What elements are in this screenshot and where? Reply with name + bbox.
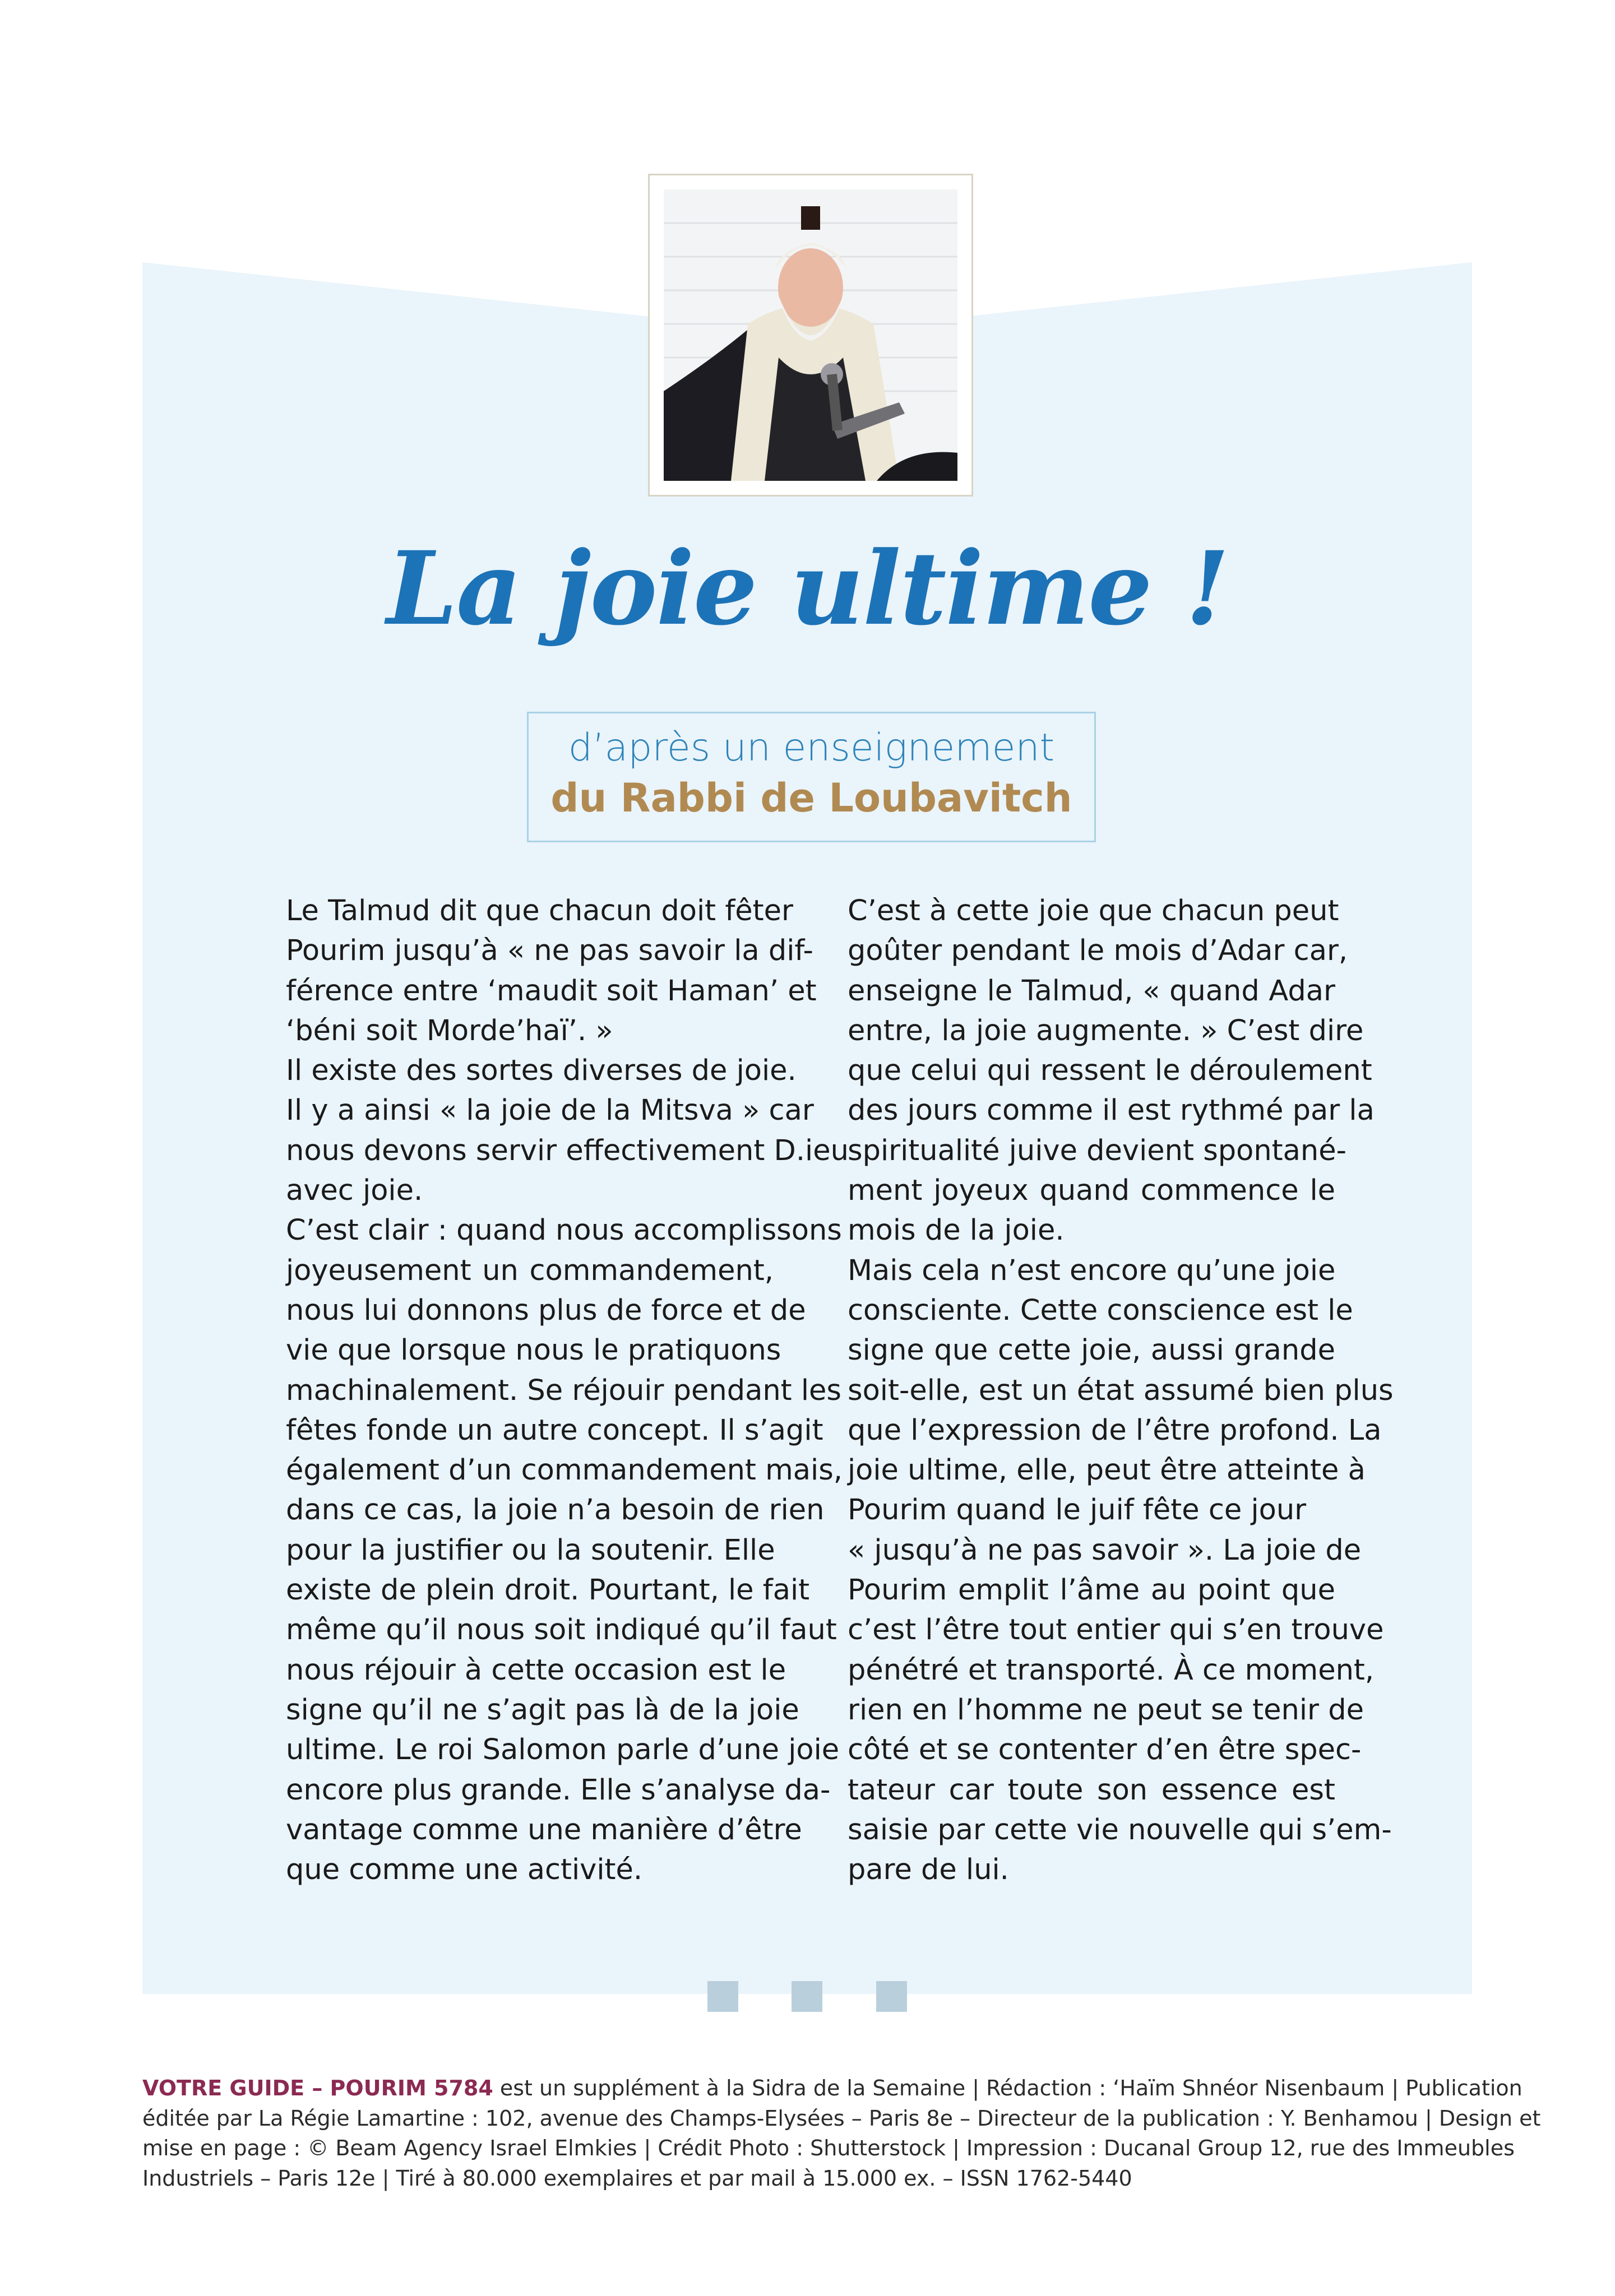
article-line: fêtes fonde un autre concept. Il s’agit [286, 1413, 823, 1447]
article-line: Il existe des sortes diverses de joie. [286, 1054, 797, 1088]
footer-line: éditée par La Régie Lamartine : 102, avenue des Champs-Elysées – Paris 8e – Directeur de la publication : Y. Benhamou | Design et [142, 2105, 1541, 2131]
article-line: vantage comme une manière d’être [286, 1813, 802, 1847]
article-title: La joie ultime ! [386, 530, 1229, 648]
article-line: férence entre ‘maudit soit Haman’ et [286, 974, 817, 1008]
footer-line [142, 2074, 1523, 2104]
decorative-square [792, 1981, 822, 2012]
article-line: Pourim quand le juif fête ce jour [848, 1493, 1307, 1527]
article-line: encore plus grande. Elle s’analyse da- [286, 1773, 831, 1807]
article-line: C’est à cette joie que chacun peut [848, 894, 1339, 927]
portrait-photo [664, 189, 957, 481]
footer-credits [142, 2074, 1541, 2193]
footer-line: Industriels – Paris 12e | Tiré à 80.000 exemplaires et par mail à 15.000 ex. – ISSN 1762-5440 [142, 2165, 1132, 2191]
article-line: rien en l’homme ne peut se tenir de [848, 1693, 1364, 1727]
subtitle-box [527, 712, 1096, 842]
article-line: également d’un commandement mais, [286, 1454, 843, 1487]
article-line: soit-elle, est un état assumé bien plus [848, 1374, 1394, 1407]
subtitle-line1: d’après un enseignement [568, 726, 1055, 770]
article-line: spiritualité juive devient spontané- [848, 1134, 1347, 1167]
photo-frame [648, 174, 973, 497]
article-line: Mais cela n’est encore qu’une joie [848, 1254, 1336, 1287]
article-line: côté et se contenter d’en être spec- [848, 1733, 1362, 1767]
article-column-left [286, 891, 849, 1890]
article-line: joie ultime, elle, peut être atteinte à [848, 1454, 1366, 1487]
article-line: nous lui donnons plus de force et de [286, 1293, 806, 1327]
article-line: tateur car toute son essence est [848, 1773, 1335, 1807]
article-line: C’est clair : quand nous accomplissons [286, 1214, 842, 1247]
article-line: vie que lorsque nous le pratiquons [286, 1334, 781, 1367]
article-line: même qu’il nous soit indiqué qu’il faut [286, 1613, 837, 1647]
article-column-right [848, 891, 1394, 1890]
footer-brand: VOTRE GUIDE – POURIM 5784 [142, 2076, 493, 2100]
decorative-square [707, 1981, 738, 2012]
article-line: entre, la joie augmente. » C’est dire [848, 1014, 1364, 1047]
article-line: nous réjouir à cette occasion est le [286, 1653, 786, 1687]
article-line: pour la justifier ou la soutenir. Elle [286, 1533, 775, 1567]
article-line: ment joyeux quand commence le [848, 1174, 1335, 1208]
article-line: saisie par cette vie nouvelle qui s’em- [848, 1813, 1392, 1847]
article-line: mois de la joie. [848, 1214, 1065, 1247]
article-line: signe qu’il ne s’agit pas là de la joie [286, 1693, 799, 1727]
article-line: Il y a ainsi « la joie de la Mitsva » car [286, 1094, 814, 1128]
article-line: des jours comme il est rythmé par la [848, 1094, 1375, 1128]
article-line: goûter pendant le mois d’Adar car, [848, 934, 1348, 968]
decorative-square [876, 1981, 907, 2012]
article-line: pénétré et transporté. À ce moment, [848, 1653, 1375, 1687]
footer-line: mise en page : © Beam Agency Israel Elmkies | Crédit Photo : Shutterstock | Impression : Ducanal Group 12, rue des Immeubles [142, 2136, 1515, 2160]
article-line: nous devons servir effectivement D.ieu [286, 1134, 849, 1167]
article-line: signe que cette joie, aussi grande [848, 1334, 1335, 1367]
article-line: que comme une activité. [286, 1853, 643, 1887]
article-line: Pourim emplit l’âme au point que [848, 1574, 1335, 1607]
article-line: que l’expression de l’être profond. La [848, 1413, 1382, 1447]
article-line: que celui qui ressent le déroulement [848, 1054, 1372, 1088]
subtitle-line2: du Rabbi de Loubavitch [550, 775, 1072, 821]
article-line: consciente. Cette conscience est le [848, 1293, 1353, 1327]
article-line: enseigne le Talmud, « quand Adar [848, 974, 1335, 1008]
article-line: dans ce cas, la joie n’a besoin de rien [286, 1493, 825, 1527]
article-line: « jusqu’à ne pas savoir ». La joie de [848, 1533, 1362, 1567]
footer-text: est un supplément à la Sidra de la Semaine | Rédaction : ‘Haïm Shnéor Nisenbaum | Publication [493, 2076, 1523, 2100]
article-line: Pourim jusqu’à « ne pas savoir la dif- [286, 934, 813, 968]
article-line: joyeusement un commandement, [286, 1254, 774, 1287]
article-line: c’est l’être tout entier qui s’en trouve [848, 1613, 1384, 1647]
article-line: ‘béni soit Morde’haï’. » [286, 1014, 613, 1047]
article-line: Le Talmud dit que chacun doit fêter [286, 894, 794, 927]
article-line: machinalement. Se réjouir pendant les [286, 1374, 841, 1407]
article-line: ultime. Le roi Salomon parle d’une joie [286, 1733, 840, 1767]
article-line: pare de lui. [848, 1853, 1009, 1887]
article-line: existe de plein droit. Pourtant, le fait [286, 1574, 810, 1607]
article-line: avec joie. [286, 1174, 423, 1208]
